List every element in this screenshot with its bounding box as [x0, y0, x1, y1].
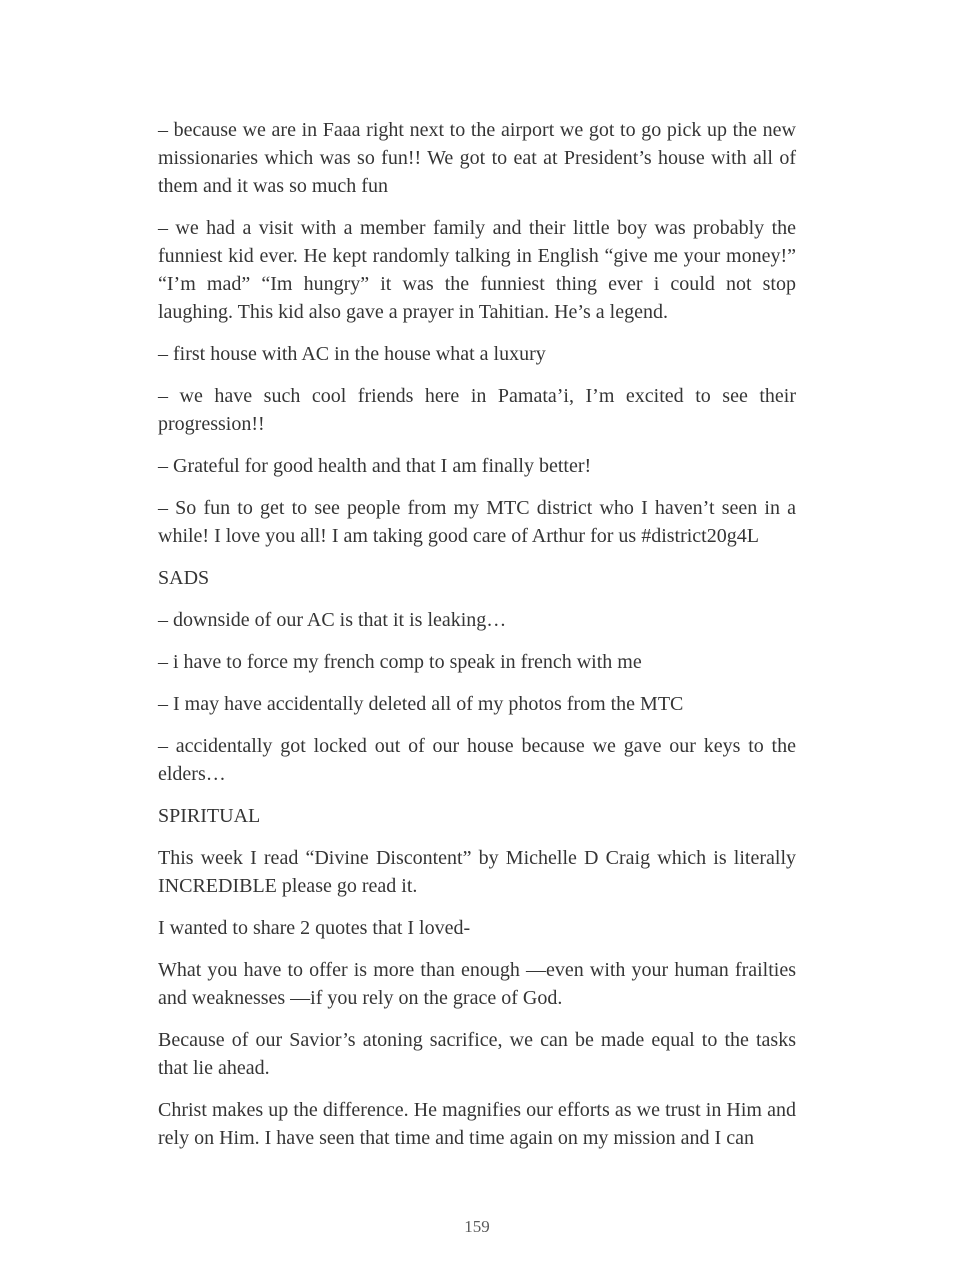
journal-paragraph: – Grateful for good health and that I am finally better!: [158, 455, 592, 477]
journal-paragraph: – downside of our AC is that it is leaking…: [158, 609, 507, 631]
journal-paragraph: Christ makes up the difference. He magnifies our efforts as we trust in Him and rely on Him. I have seen that time and time again on my mission and I can: [158, 1099, 796, 1149]
journal-paragraph: I wanted to share 2 quotes that I loved-: [158, 917, 471, 939]
journal-paragraph: – So fun to get to see people from my MTC district who I haven’t seen in a while! I love you all! I am taking good care of Arthur for us #district20g4L: [158, 497, 796, 547]
section-heading-spiritual: SPIRITUAL: [158, 805, 261, 827]
journal-paragraph: – because we are in Faaa right next to the airport we got to go pick up the new missionaries which was so fun!! We got to eat at President’s house with all of them and it was so much fun: [158, 119, 796, 197]
journal-paragraph: What you have to offer is more than enough —even with your human frailties and weaknesses —if you rely on the grace of God.: [158, 959, 796, 1009]
journal-paragraph: – i have to force my french comp to speak in french with me: [158, 651, 642, 673]
journal-paragraph: – we had a visit with a member family and their little boy was probably the funniest kid ever. He kept randomly talking in English “give me your money!” “I’m mad” “Im hungry” it was the funniest thing ever i could not stop laughing. This kid also gave a prayer in Tahitian. He’s a legend.: [158, 217, 796, 323]
journal-paragraph: – we have such cool friends here in Pamata’i, I’m excited to see their progression!!: [158, 385, 796, 435]
journal-paragraph: Because of our Savior’s atoning sacrifice, we can be made equal to the tasks that lie ahead.: [158, 1029, 796, 1079]
section-heading-sads: SADS: [158, 567, 210, 589]
document-page: [158, 116, 796, 1166]
page-number: 159: [464, 1217, 490, 1236]
journal-paragraph: – accidentally got locked out of our house because we gave our keys to the elders…: [158, 735, 796, 785]
journal-paragraph: This week I read “Divine Discontent” by Michelle D Craig which is literally INCREDIBLE please go read it.: [158, 847, 796, 897]
journal-paragraph: – I may have accidentally deleted all of my photos from the MTC: [158, 693, 684, 715]
journal-paragraph: – first house with AC in the house what a luxury: [158, 343, 546, 365]
